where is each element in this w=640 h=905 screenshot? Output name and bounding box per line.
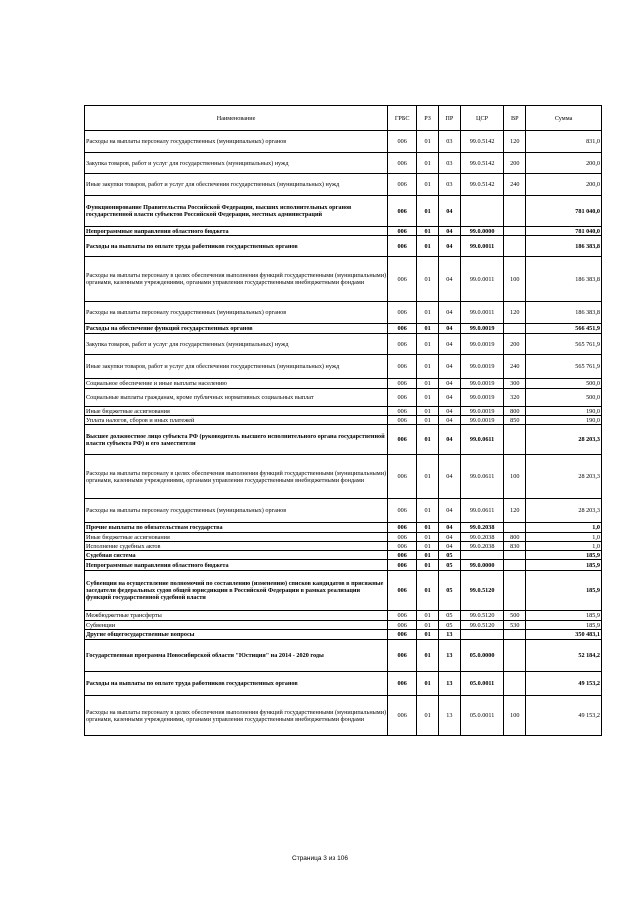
row-name: Непрограммные направления областного бюджета: [85, 227, 388, 236]
row-sum: 49 153,2: [526, 696, 602, 736]
table-header: [85, 106, 602, 131]
table-row: [85, 227, 602, 236]
row-pr: 04: [438, 523, 460, 533]
row-grbs: 006: [388, 153, 417, 174]
row-vr: 320: [504, 389, 526, 407]
row-pr: 04: [438, 257, 460, 302]
row-rz: 01: [417, 455, 439, 499]
row-sum: 1,0: [526, 523, 602, 533]
row-name: Расходы на выплаты персоналу государственных (муниципальных) органов: [85, 499, 388, 523]
row-csr: 99.0.2038: [460, 542, 504, 551]
row-sum: 1,0: [526, 533, 602, 542]
row-rz: 01: [417, 533, 439, 542]
row-csr: 99.0.0019: [460, 416, 504, 425]
row-pr: 04: [438, 499, 460, 523]
row-grbs: 006: [388, 302, 417, 324]
row-sum: 185,9: [526, 571, 602, 611]
row-name: Закупка товаров, работ и услуг для государственных (муниципальных) нужд: [85, 153, 388, 174]
table-row: [85, 379, 602, 389]
row-sum: 200,0: [526, 153, 602, 174]
row-csr: 99.0.0019: [460, 379, 504, 389]
row-sum: 28 203,3: [526, 425, 602, 455]
row-vr: [504, 560, 526, 571]
table-row: [85, 334, 602, 355]
row-csr: 99.0.0611: [460, 455, 504, 499]
row-vr: 800: [504, 407, 526, 416]
row-pr: 13: [438, 640, 460, 672]
row-pr: 04: [438, 236, 460, 257]
row-sum: 185,9: [526, 621, 602, 630]
row-name: Уплата налогов, сборов и иных платежей: [85, 416, 388, 425]
row-pr: 03: [438, 153, 460, 174]
row-grbs: 006: [388, 131, 417, 153]
row-rz: 01: [417, 621, 439, 630]
row-name: Иные закупки товаров, работ и услуг для обеспечения государственных (муниципальных) нужд: [85, 355, 388, 379]
table-row: [85, 131, 602, 153]
row-rz: 01: [417, 236, 439, 257]
row-grbs: 006: [388, 630, 417, 640]
row-vr: [504, 630, 526, 640]
row-csr: 99.0.0011: [460, 257, 504, 302]
row-csr: [460, 630, 504, 640]
row-rz: 01: [417, 499, 439, 523]
row-grbs: 006: [388, 196, 417, 227]
row-sum: 186 383,8: [526, 236, 602, 257]
row-rz: 01: [417, 153, 439, 174]
header-rz: РЗ: [417, 106, 439, 131]
row-pr: 13: [438, 630, 460, 640]
row-rz: 01: [417, 611, 439, 621]
row-name: Иные бюджетные ассигнования: [85, 533, 388, 542]
row-grbs: 006: [388, 621, 417, 630]
row-rz: 01: [417, 302, 439, 324]
table-row: [85, 196, 602, 227]
row-name: Расходы на выплаты персоналу в целях обеспечения выполнения функций государственными (муниципальными) органами, казенными учреждениями, органами управления государственными внебюджетными фондами: [85, 696, 388, 736]
table-row: [85, 407, 602, 416]
row-pr: 05: [438, 611, 460, 621]
row-csr: 05.0.0011: [460, 672, 504, 696]
row-vr: 100: [504, 455, 526, 499]
row-rz: 01: [417, 131, 439, 153]
row-sum: 185,9: [526, 560, 602, 571]
table-row: [85, 355, 602, 379]
row-grbs: 006: [388, 174, 417, 196]
row-csr: 99.0.0019: [460, 389, 504, 407]
table-body: [85, 131, 602, 736]
row-grbs: 006: [388, 542, 417, 551]
row-grbs: 006: [388, 355, 417, 379]
table-row: [85, 533, 602, 542]
row-name: Субвенции: [85, 621, 388, 630]
row-rz: 01: [417, 379, 439, 389]
row-sum: 781 040,0: [526, 227, 602, 236]
row-grbs: 006: [388, 551, 417, 560]
row-name: Иные закупки товаров, работ и услуг для обеспечения государственных (муниципальных) нужд: [85, 174, 388, 196]
row-sum: 49 153,2: [526, 672, 602, 696]
row-vr: [504, 196, 526, 227]
row-vr: [504, 640, 526, 672]
row-csr: 99.0.5120: [460, 611, 504, 621]
row-sum: 28 203,3: [526, 499, 602, 523]
row-name: Функционирование Правительства Российской Федерации, высших исполнительных органов государственной власти субъектов Российской Федерации, местных администраций: [85, 196, 388, 227]
row-rz: 01: [417, 227, 439, 236]
row-vr: 800: [504, 533, 526, 542]
table-row: [85, 174, 602, 196]
row-name: Расходы на выплаты по оплате труда работников государственных органов: [85, 236, 388, 257]
row-sum: 186 383,8: [526, 257, 602, 302]
row-grbs: 006: [388, 257, 417, 302]
row-pr: 04: [438, 324, 460, 334]
row-vr: 200: [504, 153, 526, 174]
row-pr: 03: [438, 174, 460, 196]
row-name: Расходы на выплаты персоналу государственных (муниципальных) органов: [85, 302, 388, 324]
header-row: [85, 106, 602, 131]
row-csr: 99.0.0000: [460, 560, 504, 571]
table-row: [85, 257, 602, 302]
row-grbs: 006: [388, 499, 417, 523]
row-grbs: 006: [388, 407, 417, 416]
row-pr: 04: [438, 227, 460, 236]
header-sum: Сумма: [526, 106, 602, 131]
row-pr: 13: [438, 696, 460, 736]
table-row: [85, 672, 602, 696]
row-pr: 04: [438, 407, 460, 416]
row-vr: 530: [504, 621, 526, 630]
row-vr: 120: [504, 302, 526, 324]
header-csr: ЦСР: [460, 106, 504, 131]
table-row: [85, 523, 602, 533]
row-grbs: 006: [388, 523, 417, 533]
table-row: [85, 455, 602, 499]
row-vr: [504, 236, 526, 257]
row-vr: 830: [504, 542, 526, 551]
row-csr: 99.0.5120: [460, 571, 504, 611]
row-rz: 01: [417, 389, 439, 407]
row-vr: 120: [504, 131, 526, 153]
row-sum: 350 483,1: [526, 630, 602, 640]
row-rz: 01: [417, 630, 439, 640]
row-grbs: 006: [388, 560, 417, 571]
row-rz: 01: [417, 324, 439, 334]
row-grbs: 006: [388, 696, 417, 736]
row-grbs: 006: [388, 533, 417, 542]
row-name: Исполнение судебных актов: [85, 542, 388, 551]
row-grbs: 006: [388, 236, 417, 257]
table-row: [85, 560, 602, 571]
row-sum: 500,0: [526, 379, 602, 389]
row-pr: 04: [438, 425, 460, 455]
row-pr: 04: [438, 334, 460, 355]
row-name: Судебная система: [85, 551, 388, 560]
table-row: [85, 416, 602, 425]
row-sum: 200,0: [526, 174, 602, 196]
table-row: [85, 302, 602, 324]
row-grbs: 006: [388, 640, 417, 672]
row-name: Расходы на выплаты по оплате труда работников государственных органов: [85, 672, 388, 696]
row-grbs: 006: [388, 611, 417, 621]
row-rz: 01: [417, 196, 439, 227]
row-vr: 100: [504, 257, 526, 302]
row-name: Социальные выплаты гражданам, кроме публичных нормативных социальных выплат: [85, 389, 388, 407]
table-row: [85, 153, 602, 174]
row-vr: [504, 551, 526, 560]
row-rz: 01: [417, 571, 439, 611]
row-vr: [504, 672, 526, 696]
row-grbs: 006: [388, 227, 417, 236]
row-name: Закупка товаров, работ и услуг для государственных (муниципальных) нужд: [85, 334, 388, 355]
row-name: Высшее должностное лицо субъекта РФ (руководитель высшего исполнительного органа государственной власти субъекта РФ) и его заместители: [85, 425, 388, 455]
row-csr: 99.0.0011: [460, 236, 504, 257]
row-csr: 99.0.0019: [460, 407, 504, 416]
row-vr: [504, 227, 526, 236]
row-pr: 05: [438, 621, 460, 630]
budget-table: [84, 105, 602, 736]
row-vr: 240: [504, 355, 526, 379]
row-csr: 99.0.5120: [460, 621, 504, 630]
row-vr: [504, 523, 526, 533]
row-pr: 05: [438, 560, 460, 571]
row-rz: 01: [417, 425, 439, 455]
row-vr: 300: [504, 379, 526, 389]
row-pr: 04: [438, 302, 460, 324]
row-rz: 01: [417, 560, 439, 571]
row-csr: 99.0.5142: [460, 174, 504, 196]
row-name: Межбюджетные трансферты: [85, 611, 388, 621]
row-csr: 99.0.0000: [460, 227, 504, 236]
row-csr: 99.0.0019: [460, 355, 504, 379]
row-grbs: 006: [388, 416, 417, 425]
row-grbs: 006: [388, 379, 417, 389]
row-csr: [460, 196, 504, 227]
row-name: Непрограммные направления областного бюджета: [85, 560, 388, 571]
row-grbs: 006: [388, 389, 417, 407]
table-row: [85, 640, 602, 672]
row-name: Прочие выплаты по обязательствам государства: [85, 523, 388, 533]
row-pr: 05: [438, 571, 460, 611]
table-row: [85, 630, 602, 640]
table-row: [85, 324, 602, 334]
row-sum: 1,0: [526, 542, 602, 551]
row-sum: 565 761,9: [526, 355, 602, 379]
row-vr: 240: [504, 174, 526, 196]
row-rz: 01: [417, 407, 439, 416]
row-sum: 28 203,3: [526, 455, 602, 499]
row-name: Расходы на выплаты персоналу в целях обеспечения выполнения функций государственными (муниципальными) органами, казенными учреждениями, органами управления государственными внебюджетными фондами: [85, 455, 388, 499]
row-name: Социальное обеспечение и иные выплаты населению: [85, 379, 388, 389]
row-rz: 01: [417, 551, 439, 560]
row-rz: 01: [417, 174, 439, 196]
row-pr: 13: [438, 672, 460, 696]
row-sum: 186 383,8: [526, 302, 602, 324]
row-vr: 120: [504, 499, 526, 523]
row-rz: 01: [417, 355, 439, 379]
row-pr: 05: [438, 551, 460, 560]
row-vr: 500: [504, 611, 526, 621]
row-pr: 04: [438, 379, 460, 389]
row-pr: 04: [438, 542, 460, 551]
row-pr: 04: [438, 416, 460, 425]
row-vr: [504, 425, 526, 455]
row-grbs: 006: [388, 571, 417, 611]
table-row: [85, 499, 602, 523]
row-pr: 04: [438, 389, 460, 407]
row-csr: 99.0.0019: [460, 324, 504, 334]
header-name: Наименование: [85, 106, 388, 131]
row-rz: 01: [417, 640, 439, 672]
table-row: [85, 571, 602, 611]
row-csr: 99.0.2038: [460, 523, 504, 533]
row-pr: 04: [438, 455, 460, 499]
row-vr: [504, 324, 526, 334]
row-sum: 185,9: [526, 551, 602, 560]
row-vr: [504, 571, 526, 611]
row-sum: 185,9: [526, 611, 602, 621]
table-row: [85, 236, 602, 257]
row-pr: 03: [438, 131, 460, 153]
row-name: Расходы на выплаты персоналу государственных (муниципальных) органов: [85, 131, 388, 153]
row-name: Иные бюджетные ассигнования: [85, 407, 388, 416]
row-csr: 99.0.0611: [460, 425, 504, 455]
table-row: [85, 551, 602, 560]
row-name: Другие общегосударственные вопросы: [85, 630, 388, 640]
row-pr: 04: [438, 196, 460, 227]
row-grbs: 006: [388, 672, 417, 696]
row-sum: 831,0: [526, 131, 602, 153]
row-name: Расходы на выплаты персоналу в целях обеспечения выполнения функций государственными (муниципальными) органами, казенными учреждениями, органами управления государственными внебюджетными фондами: [85, 257, 388, 302]
row-csr: 99.0.0019: [460, 334, 504, 355]
row-rz: 01: [417, 416, 439, 425]
header-grbs: ГРБС: [388, 106, 417, 131]
row-name: Государственная программа Новосибирской области "Юстиция" на 2014 - 2020 годы: [85, 640, 388, 672]
row-csr: [460, 551, 504, 560]
row-sum: 566 451,9: [526, 324, 602, 334]
row-csr: 99.0.2038: [460, 533, 504, 542]
row-grbs: 006: [388, 324, 417, 334]
row-rz: 01: [417, 257, 439, 302]
row-grbs: 006: [388, 334, 417, 355]
row-sum: 52 184,2: [526, 640, 602, 672]
row-sum: 190,0: [526, 416, 602, 425]
table-row: [85, 621, 602, 630]
table-row: [85, 696, 602, 736]
row-rz: 01: [417, 542, 439, 551]
row-rz: 01: [417, 696, 439, 736]
row-rz: 01: [417, 672, 439, 696]
row-csr: 99.0.5142: [460, 153, 504, 174]
row-sum: 781 040,0: [526, 196, 602, 227]
row-pr: 04: [438, 533, 460, 542]
table-row: [85, 611, 602, 621]
row-rz: 01: [417, 334, 439, 355]
row-csr: 05.0.0000: [460, 640, 504, 672]
row-name: Субвенции на осуществление полномочий по составлению (изменению) списков кандидатов в присяжные заседатели федеральных судов общей юрисдикции в Российской Федерации в рамках реализации функций государственной судебной власти: [85, 571, 388, 611]
header-vr: ВР: [504, 106, 526, 131]
table-row: [85, 389, 602, 407]
row-vr: 200: [504, 334, 526, 355]
row-sum: 500,0: [526, 389, 602, 407]
page-number: Страница 3 из 106: [292, 855, 348, 862]
row-csr: 99.0.0611: [460, 499, 504, 523]
row-grbs: 006: [388, 425, 417, 455]
row-name: Расходы на обеспечение функций государственных органов: [85, 324, 388, 334]
table-row: [85, 542, 602, 551]
row-grbs: 006: [388, 455, 417, 499]
row-csr: 05.0.0011: [460, 696, 504, 736]
row-csr: 99.0.5142: [460, 131, 504, 153]
row-sum: 565 761,9: [526, 334, 602, 355]
row-sum: 190,0: [526, 407, 602, 416]
row-pr: 04: [438, 355, 460, 379]
row-vr: 100: [504, 696, 526, 736]
header-pr: ПР: [438, 106, 460, 131]
row-csr: 99.0.0011: [460, 302, 504, 324]
row-vr: 850: [504, 416, 526, 425]
table-row: [85, 425, 602, 455]
row-rz: 01: [417, 523, 439, 533]
